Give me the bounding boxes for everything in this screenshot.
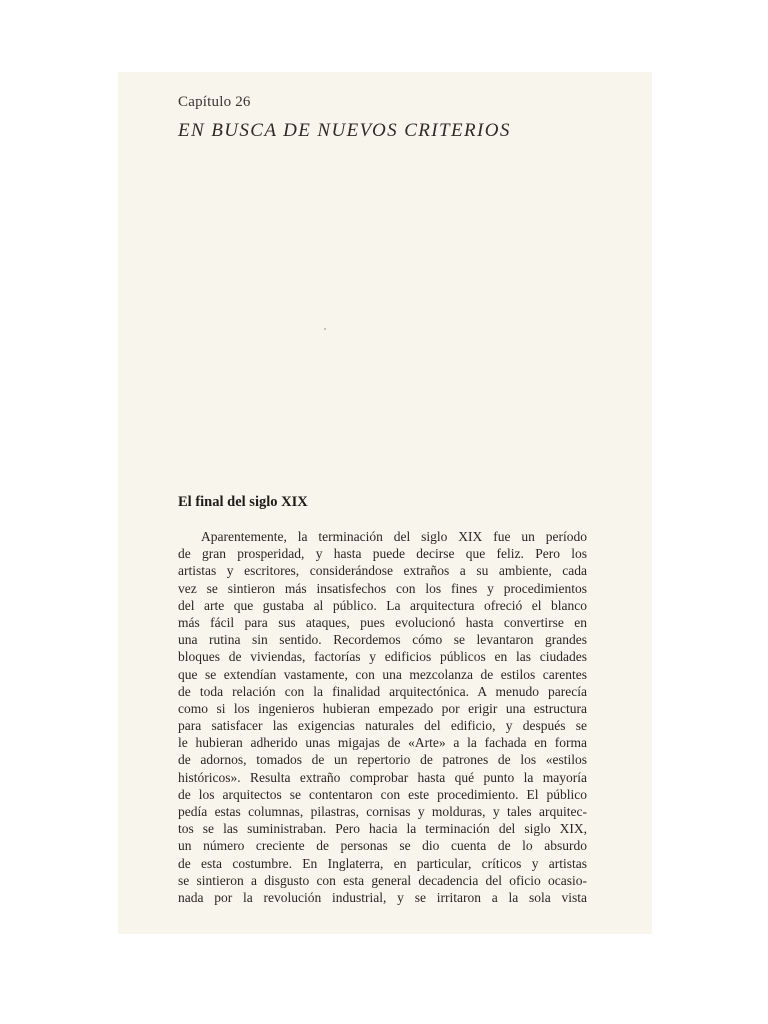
body-line: históricos». Resulta extraño comprobar hasta qué punto la mayoría — [178, 769, 587, 785]
body-line: como si los ingenieros hubieran empezado por erigir una estructura — [178, 700, 587, 716]
body-line: de toda relación con la finalidad arquitectónica. A menudo parecía — [178, 683, 587, 699]
body-line: una rutina sin sentido. Recordemos cómo se levantaron grandes — [178, 632, 587, 648]
body-line: más fácil para sus ataques, pues evolucionó hasta convertirse en — [178, 614, 587, 630]
body-line: de gran prosperidad, y hasta puede decirse que feliz. Pero los — [178, 546, 587, 562]
body-line: de adornos, tomados de un repertorio de patrones de los «estilos — [178, 752, 587, 768]
paper-speck — [324, 328, 326, 330]
chapter-title: EN BUSCA DE NUEVOS CRITERIOS — [178, 120, 511, 141]
body-line: vez se sintieron más insatisfechos con los fines y procedimientos — [178, 580, 587, 596]
body-line: tos se las suministraban. Pero hacia la terminación del siglo XIX, — [178, 821, 587, 837]
body-line: para satisfacer las exigencias naturales del edificio, y después se — [178, 718, 587, 734]
chapter-label: Capítulo 26 — [178, 94, 251, 110]
body-text — [178, 528, 587, 906]
book-page — [118, 72, 652, 934]
body-line: un número creciente de personas se dio cuenta de lo absurdo — [178, 838, 587, 854]
body-line: nada por la revolución industrial, y se irritaron a la sola vista — [178, 889, 587, 905]
body-line: le hubieran adherido unas migajas de «Arte» a la fachada en forma — [178, 735, 587, 751]
body-line: Aparentemente, la terminación del siglo XIX fue un período — [201, 529, 587, 544]
body-line: que se extendían vastamente, con una mezcolanza de estilos carentes — [178, 666, 587, 682]
body-line: del arte que gustaba al público. La arquitectura ofreció el blanco — [178, 597, 587, 613]
section-heading: El final del siglo XIX — [178, 494, 308, 510]
body-line: de los arquitectos se contentaron con este procedimiento. El público — [178, 786, 587, 802]
body-line: artistas y escritores, considerándose extraños a su ambiente, cada — [178, 563, 587, 579]
body-line: de esta costumbre. En Inglaterra, en particular, críticos y artistas — [178, 855, 587, 871]
body-line: pedía estas columnas, pilastras, cornisas y molduras, y tales arquitec- — [178, 804, 587, 819]
body-line: se sintieron a disgusto con esta general decadencia del oficio ocasio- — [178, 872, 587, 888]
body-line: bloques de viviendas, factorías y edificios públicos en las ciudades — [178, 649, 587, 665]
